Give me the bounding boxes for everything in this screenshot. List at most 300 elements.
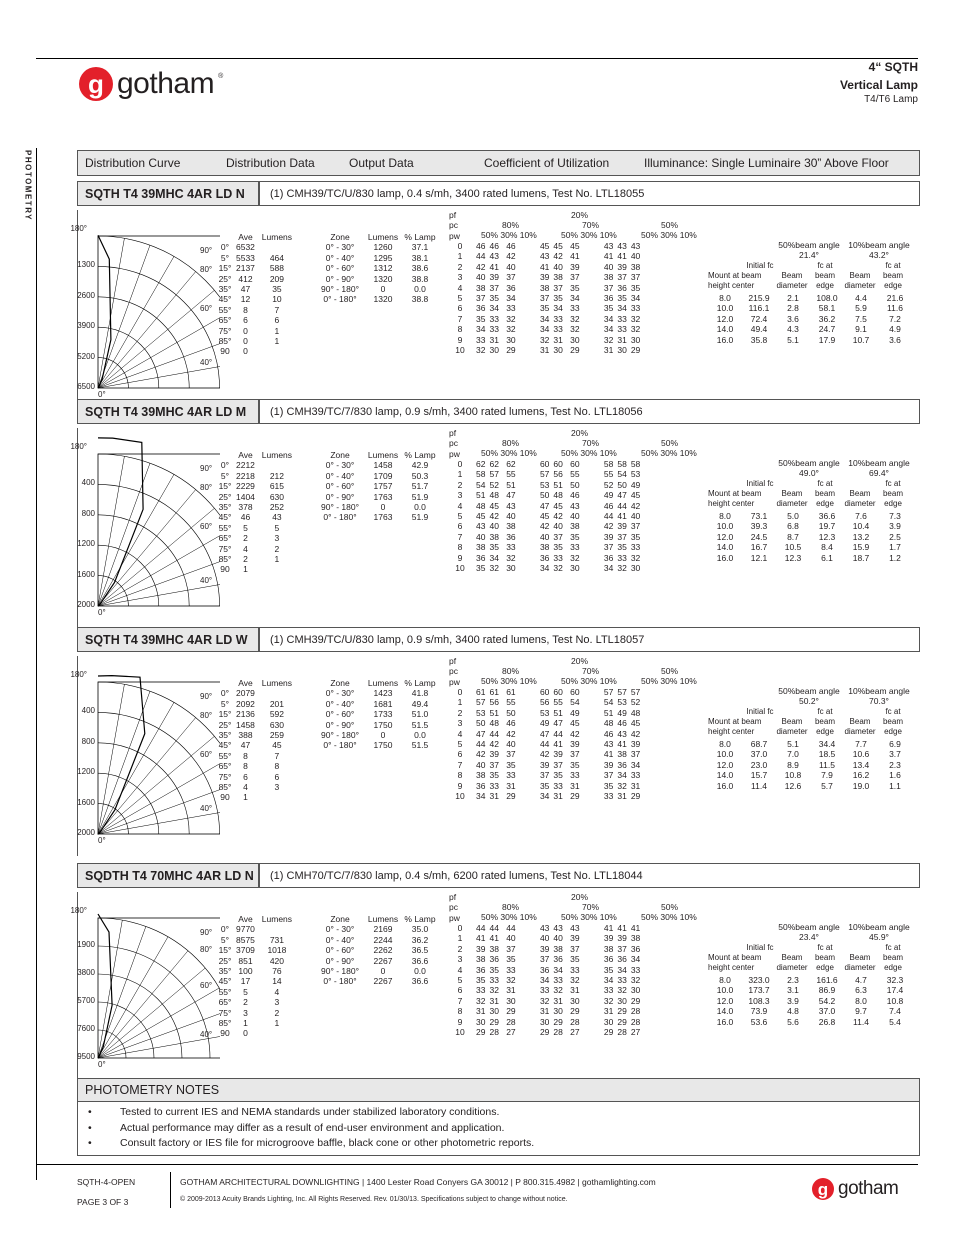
distribution-curve (98, 914, 112, 1058)
table-cell: 33 (539, 985, 550, 996)
angle-label: 40° (200, 1030, 213, 1039)
table-cell: 52 (489, 479, 499, 490)
illuminance-table (708, 975, 912, 1027)
table-cell: 57 (630, 687, 641, 697)
table-row (216, 1028, 297, 1038)
table-cell: 42.9 (411, 460, 429, 471)
table-cell: 29 (553, 1016, 563, 1027)
table-cell: 30 (476, 1016, 486, 1027)
cu-sub: 50% 30% 10% (641, 230, 697, 240)
cu-sub: 50% 30% 10% (641, 448, 697, 458)
table-row (216, 1018, 297, 1028)
table-cell: 33 (570, 770, 580, 781)
table-cell: 6 (457, 749, 463, 760)
table-cell: 47 (240, 284, 251, 295)
table-cell: 1 (457, 251, 463, 262)
table-cell: 45 (553, 241, 563, 251)
table-cell: 37 (630, 272, 641, 283)
table-cell: 17.9 (818, 334, 836, 345)
table-row (446, 480, 642, 490)
table-cell: 388 (238, 730, 253, 741)
table-cell: 5.4 (889, 1016, 901, 1027)
table-cell: 100 (238, 966, 253, 977)
table-cell: 61 (476, 687, 486, 697)
table-cell: 10 (455, 345, 465, 356)
table-cell: 0° - 40° (325, 252, 355, 263)
table-row (216, 935, 297, 945)
table-row (446, 283, 642, 293)
table-cell: 7 (457, 531, 463, 542)
table-row (446, 923, 642, 933)
table-cell: 28 (617, 1027, 627, 1038)
table-cell: 32.3 (886, 975, 904, 985)
cu-50-label: 50% (661, 666, 679, 676)
table-cell: 0° - 30° (325, 460, 355, 471)
table-cell: 7 (457, 759, 463, 770)
angle-label: 60° (200, 981, 213, 990)
table-cell: 52 (630, 697, 641, 708)
table-cell: 7.4 (889, 1006, 901, 1017)
table-cell: 36.6 (818, 511, 836, 521)
table-cell: 33 (630, 770, 641, 781)
output-table (315, 450, 439, 523)
table-cell: 30 (570, 334, 580, 345)
table-row (708, 1006, 912, 1016)
table-row (216, 284, 297, 294)
table-cell: 36 (603, 293, 614, 304)
table-cell: 35.8 (750, 334, 768, 345)
table-cell: 15.7 (750, 770, 768, 781)
note-item: • Actual performance may differ as a result of end-user environment and application. (110, 1121, 919, 1137)
table-cell: 37.0 (818, 1006, 836, 1017)
table-cell: 37 (539, 954, 550, 965)
table-cell (257, 346, 297, 356)
table-cell: 33 (476, 334, 486, 345)
table-cell: 212 (269, 470, 285, 481)
table-row (315, 284, 439, 294)
table-cell: 27 (570, 1027, 580, 1038)
table-cell: 31 (539, 1006, 550, 1017)
table-cell: 5° (220, 252, 230, 263)
angle-label: 180° (70, 906, 87, 915)
cu-table (446, 687, 642, 801)
table-cell: 29 (630, 791, 641, 802)
table-cell: 33 (489, 780, 499, 791)
col-header (216, 678, 234, 688)
table-row (315, 460, 439, 470)
table-cell: 0.0 (414, 284, 426, 295)
col-header: fc at (885, 707, 901, 716)
col-header: fc at (885, 479, 901, 488)
table-cell: 37 (539, 770, 550, 781)
table-row (708, 760, 912, 770)
table-cell: 37.1 (411, 242, 429, 253)
table-row (315, 720, 439, 730)
table-cell: 54.2 (818, 995, 836, 1006)
table-cell: 65° (218, 315, 232, 326)
col-header: edge (884, 499, 902, 508)
table-cell: 2.5 (889, 531, 901, 542)
table-cell: 28 (630, 1006, 641, 1017)
table-cell: 1312 (373, 263, 393, 274)
table-cell: 5 (457, 739, 463, 750)
table-row (216, 564, 297, 574)
table-cell: 34 (539, 791, 550, 802)
table-cell: 5.6 (787, 1016, 799, 1027)
table-cell: 41 (630, 923, 641, 933)
table-cell: 39 (570, 261, 580, 272)
table-cell: 26.8 (818, 1016, 836, 1027)
table-row (315, 263, 439, 273)
table-row (446, 708, 642, 718)
table-cell: 38 (553, 943, 563, 954)
table-cell: 51.5 (411, 719, 429, 730)
table-cell: 55 (506, 697, 516, 708)
table-cell: 29 (617, 1006, 627, 1017)
table-cell: 46 (489, 241, 499, 251)
table-row (446, 511, 642, 521)
table-cell: 42 (553, 251, 563, 262)
col-header: Mount at beam (708, 489, 762, 498)
table-cell: 60 (553, 687, 563, 697)
table-cell: 37 (553, 759, 563, 770)
illuminance-table (708, 293, 912, 345)
table-cell: 1018 (267, 945, 287, 956)
table-cell: 40 (476, 759, 486, 770)
table-cell: 34 (617, 770, 627, 781)
table-cell: 31 (506, 985, 516, 996)
table-cell: 9 (457, 334, 463, 345)
table-row (315, 966, 439, 976)
table-cell: 2 (274, 1007, 280, 1018)
table-cell: 57 (476, 697, 486, 708)
table-cell: 43 (272, 512, 282, 523)
table-cell: 35 (603, 780, 614, 791)
col-header: Ave (238, 678, 253, 688)
table-cell: 36 (603, 552, 614, 563)
table-cell: 41 (570, 251, 580, 262)
table-cell: 85° (218, 782, 232, 793)
table-cell: 15° (218, 481, 232, 492)
table-cell: 49.4 (750, 324, 768, 335)
table-cell: 32 (630, 313, 641, 324)
table-cell: 39 (617, 521, 627, 532)
table-cell: 33 (553, 552, 563, 563)
table-cell: 37 (553, 531, 563, 542)
table-cell: 1 (457, 933, 463, 944)
table-cell: 38 (539, 542, 550, 553)
table-cell: 32 (570, 552, 580, 563)
table-cell: 12.0 (716, 531, 734, 542)
table-cell: 7.9 (821, 770, 833, 781)
table-row (446, 791, 642, 801)
pc-label: pc (449, 220, 458, 231)
table-cell: 31 (506, 780, 516, 791)
table-cell: 1423 (373, 688, 393, 699)
table-row (315, 492, 439, 502)
table-cell: 39 (570, 739, 580, 750)
beam50-label (774, 686, 844, 706)
table-cell: 35° (218, 966, 232, 977)
table-cell: 9.7 (855, 1006, 867, 1017)
table-cell: 1.7 (889, 542, 901, 553)
cu-50-label: 50% (661, 220, 679, 230)
table-cell: 2169 (373, 924, 393, 935)
table-cell: 38 (603, 943, 614, 954)
cu-70-label: 70% (582, 438, 600, 448)
table-row (446, 975, 642, 985)
table-cell: 630 (269, 719, 285, 730)
table-row (446, 314, 642, 324)
table-cell: 8 (274, 761, 280, 772)
table-cell: 54 (603, 697, 614, 708)
table-cell: 44 (553, 728, 563, 739)
table-cell: 35° (218, 730, 232, 741)
table-cell: 13.2 (852, 531, 870, 542)
table-cell: 47 (539, 728, 550, 739)
table-cell: 2244 (373, 934, 393, 945)
table-cell: 5.9 (855, 303, 867, 314)
product-title: 4“ SQTH (868, 60, 918, 74)
ring-label: 9500 (77, 1052, 95, 1061)
table-cell: 49 (617, 707, 627, 718)
table-cell: 60 (539, 459, 550, 469)
table-cell: 615 (269, 481, 285, 492)
table-cell: 30 (506, 995, 516, 1006)
ring-label: 2600 (77, 290, 95, 300)
table-cell: 37.0 (750, 749, 768, 760)
table-cell: 19.7 (818, 521, 836, 532)
table-cell: 39 (603, 531, 614, 542)
table-cell: 0° - 180° (323, 740, 357, 751)
col-header: beam (814, 271, 835, 280)
beam50-value: 50.2° (799, 696, 819, 706)
table-cell: 58 (617, 459, 627, 469)
col-header: Mount at beam (708, 271, 762, 280)
table-cell: 11.5 (819, 759, 835, 770)
pf-label: pf (449, 892, 457, 902)
table-cell: 14.0 (716, 770, 734, 781)
table-cell: 10.8 (784, 770, 802, 781)
ring-label: 1600 (77, 797, 95, 807)
table-row (216, 502, 297, 512)
ring-label: 6500 (77, 382, 95, 391)
beam10-label (844, 458, 914, 478)
table-cell: 38 (617, 749, 627, 760)
table-cell: 53 (476, 707, 486, 718)
table-cell: 8575 (236, 934, 255, 945)
pc-label: pc (449, 666, 458, 677)
table-cell: 37 (539, 293, 550, 304)
table-cell: 46 (506, 241, 516, 251)
table-cell: 36.2 (411, 934, 429, 945)
table-cell: 34 (539, 563, 550, 574)
angle-label: 80° (200, 264, 213, 274)
col-header: Mount at beam (708, 953, 762, 962)
table-cell: 90 (220, 564, 230, 575)
table-cell: 161.6 (816, 975, 838, 985)
table-cell: 41 (617, 923, 627, 933)
table-cell: 36 (603, 954, 614, 965)
table-cell: 8.7 (787, 531, 799, 542)
col-header: Lumens (261, 914, 293, 924)
table-cell: 48 (476, 500, 486, 511)
table-cell: 75° (218, 325, 232, 336)
table-cell: 34 (630, 954, 641, 965)
polar-spoke (98, 290, 214, 388)
table-cell: 12.0 (716, 759, 734, 770)
table-cell: 36 (553, 954, 563, 965)
table-cell: 1320 (373, 294, 393, 305)
col-header: diameter (776, 963, 808, 972)
table-cell: 23.0 (750, 759, 768, 770)
table-cell: 43 (603, 241, 614, 251)
table-cell: 37 (570, 272, 580, 283)
table-cell: 30 (570, 563, 580, 574)
table-cell: 50 (506, 707, 516, 718)
table-cell: 32 (603, 334, 614, 345)
cu-80-label: 80% (502, 902, 520, 912)
ring-label: 5200 (77, 351, 95, 361)
table-cell: 28 (553, 1027, 563, 1038)
note-item: • Tested to current IES and NEMA standards under stabilized laboratory conditions. (110, 1105, 919, 1121)
table-cell: 40 (506, 261, 516, 272)
table-cell: 42 (553, 511, 563, 522)
table-cell: 10.0 (716, 303, 734, 314)
table-cell: 61 (506, 687, 516, 697)
table-cell: 35 (506, 759, 516, 770)
table-cell: 32 (570, 324, 580, 335)
col-header: beam (814, 953, 835, 962)
col-header: % Lamp (404, 914, 436, 924)
table-cell: 42 (539, 749, 550, 760)
table-cell: 35 (553, 770, 563, 781)
table-cell: 36 (539, 552, 550, 563)
table-cell: 8 (457, 1006, 463, 1017)
table-cell: 0° - 60° (325, 481, 355, 492)
table-row (216, 523, 297, 533)
footer-company: GOTHAM ARCHITECTURAL DOWNLIGHTING | 1400 Lester Road Conyers GA 30012 | P 800.315.4982 | gothamlighting.com (180, 1177, 656, 1187)
table-cell: 4 (457, 500, 463, 511)
table-row (216, 709, 297, 719)
table-cell: 44 (476, 739, 486, 750)
table-cell: 57 (489, 469, 499, 480)
angle-label: 180° (70, 670, 87, 679)
table-cell: 2 (457, 479, 463, 490)
table-cell: 1 (274, 336, 280, 347)
table-cell: 37 (553, 282, 563, 293)
col-header: Initial fc (746, 707, 774, 716)
table-cell: 34 (489, 303, 499, 314)
table-cell: 36 (476, 303, 486, 314)
table-row (315, 740, 439, 750)
table-cell: 33 (553, 780, 563, 791)
col-header: % Lamp (404, 232, 436, 242)
lamp-type: T4/T6 Lamp (864, 94, 918, 105)
table-cell: 1763 (373, 491, 393, 502)
table-cell: 35 (476, 563, 486, 574)
table-cell: 7.7 (855, 739, 867, 749)
table-cell: 14.0 (716, 324, 734, 335)
table-cell: 38 (489, 531, 499, 542)
col-header: beam (814, 717, 835, 726)
table-cell: 40 (476, 272, 486, 283)
table-cell: 42 (506, 251, 516, 262)
table-cell: 44 (489, 923, 499, 933)
col-header: Lumens (261, 232, 293, 242)
polar-chart (60, 436, 220, 634)
col-header (216, 450, 234, 460)
angle-label: 90° (200, 246, 213, 255)
table-row (446, 251, 642, 261)
table-cell: 45 (272, 740, 282, 751)
table-cell: 8 (243, 304, 248, 315)
section-title: SQTH T4 39MHC 4AR LD W (77, 627, 259, 652)
table-cell: 33 (506, 964, 516, 975)
gotham-logo-icon: g (79, 67, 113, 101)
table-cell (257, 924, 297, 934)
table-cell: 53 (539, 707, 550, 718)
table-cell: 43 (570, 500, 580, 511)
table-cell: 36.6 (411, 976, 429, 987)
table-cell: 39 (553, 749, 563, 760)
table-cell: 41 (489, 261, 499, 272)
table-cell: 49 (570, 707, 580, 718)
table-cell: 25° (218, 273, 232, 284)
table-cell: 0 (243, 346, 248, 357)
table-cell: 0.0 (414, 730, 426, 741)
table-cell: 252 (269, 502, 285, 513)
table-cell: 5.1 (787, 739, 799, 749)
table-cell: 37 (489, 282, 499, 293)
table-cell: 30 (617, 345, 627, 356)
side-tab (20, 150, 36, 220)
table-cell: 85° (218, 554, 232, 565)
note-item: • Consult factory or IES file for microgroove baffle, black cone or other photometric reports. (110, 1136, 919, 1152)
table-row (315, 945, 439, 955)
table-cell: 43 (603, 739, 614, 750)
table-cell: 32 (506, 313, 516, 324)
table-cell: 39 (539, 943, 550, 954)
table-cell: 12.0 (716, 313, 734, 324)
table-row (708, 975, 912, 985)
beam10-title: 10%beam angle (848, 922, 910, 932)
col-header: Lumens (367, 678, 399, 688)
table-cell: 464 (269, 252, 285, 263)
table-row (446, 954, 642, 964)
cu-20-label: 20% (571, 656, 589, 666)
table-cell: 3 (274, 782, 280, 793)
table-row (315, 688, 439, 698)
table-cell: 2.3 (787, 975, 799, 985)
table-cell: 55 (603, 469, 614, 480)
table-cell: 4 (243, 782, 248, 793)
table-cell: 9770 (236, 924, 255, 935)
table-row (315, 976, 439, 986)
ring-label: 1300 (77, 260, 95, 270)
table-cell: 10 (455, 1027, 465, 1038)
table-cell: 31 (553, 995, 563, 1006)
table-cell: 43 (570, 923, 580, 933)
table-cell: 25° (218, 955, 232, 966)
table-cell: 4.4 (855, 293, 867, 303)
table-cell: 51 (489, 707, 499, 718)
table-cell: 1 (274, 554, 280, 565)
table-cell: 8 (457, 324, 463, 335)
table-cell: 65° (218, 761, 232, 772)
section-lamp-desc: (1) CMH39/TC/U/830 lamp, 0.4 s/mh, 3400 rated lumens, Test No. LTL18055 (259, 181, 920, 206)
table-cell: 0 (380, 966, 386, 977)
